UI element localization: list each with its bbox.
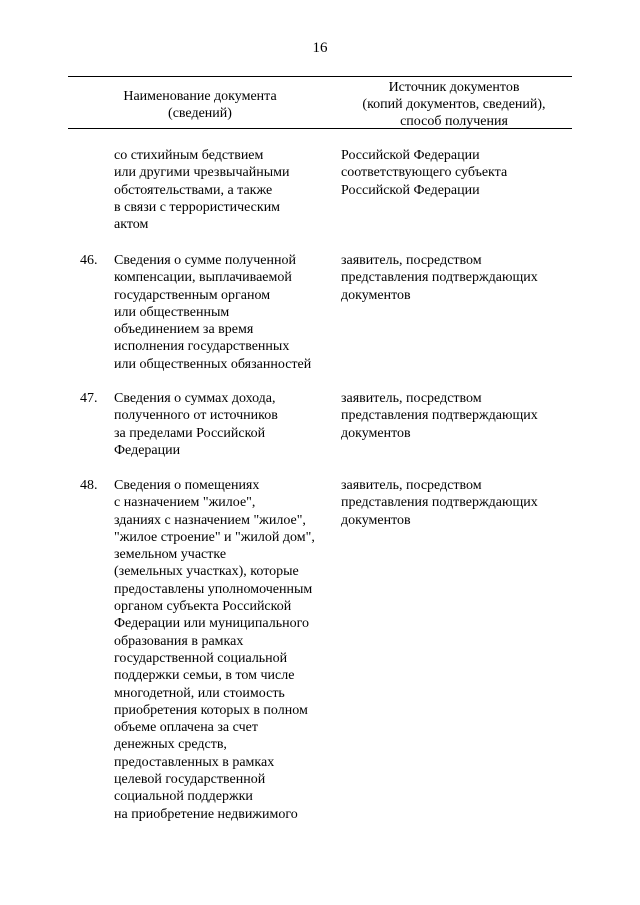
row-46-name: [114, 252, 334, 373]
text-line: земельном участке: [114, 547, 227, 563]
text-line: документов: [341, 287, 411, 303]
table-header-rule: [68, 128, 572, 129]
text-line: образования в рамках: [114, 633, 244, 649]
header-line: способ получения: [400, 114, 508, 129]
text-line: Российской Федерации: [341, 148, 480, 163]
text-line: актом: [114, 217, 149, 233]
text-line: Российской Федерации: [341, 182, 480, 198]
text-line: полученного от источников: [114, 408, 278, 424]
text-line: с назначением "жилое",: [114, 495, 256, 511]
text-line: представления подтверждающих: [341, 408, 538, 424]
text-line: многодетной, или стоимость: [114, 685, 285, 701]
text-line: или общественным: [114, 304, 230, 320]
row-46-number: 46.: [80, 253, 98, 268]
text-line: документов: [341, 425, 411, 441]
text-line: (земельных участках), которые: [114, 564, 299, 580]
text-line: государственным органом: [114, 287, 271, 303]
row-47-source: [341, 390, 572, 442]
text-line: предоставлены уполномоченным: [114, 581, 313, 597]
row-48-source: [341, 477, 572, 529]
page-number: 16: [312, 40, 328, 56]
text-line: органом субъекта Российской: [114, 599, 292, 615]
text-line: приобретения которых в полном: [114, 702, 308, 718]
row-47-name: [114, 390, 334, 459]
text-line: на приобретение недвижимого: [114, 806, 298, 822]
text-line: заявитель, посредством: [341, 478, 482, 493]
text-line: Федерации или муниципального: [114, 616, 310, 632]
text-line: "жилое строение" и "жилой дом",: [114, 529, 315, 545]
text-line: или другими чрезвычайными: [114, 165, 290, 181]
row-continued-source: [341, 147, 572, 199]
row-48-name: [114, 477, 334, 823]
row-48-number: 48.: [80, 478, 98, 493]
text-line: представления подтверждающих: [341, 495, 538, 511]
header-line: (сведений): [168, 106, 232, 121]
text-line: соответствующего субъекта: [341, 165, 508, 181]
table-top-rule: [68, 76, 572, 77]
text-line: компенсации, выплачиваемой: [114, 270, 292, 286]
text-line: объединением за время: [114, 322, 254, 338]
text-line: Сведения о сумме полученной: [114, 253, 296, 268]
text-line: Сведения о помещениях: [114, 478, 260, 493]
text-line: государственной социальной: [114, 650, 288, 666]
text-line: зданиях с назначением "жилое",: [114, 512, 306, 528]
text-line: за пределами Российской: [114, 425, 266, 441]
text-line: Сведения о суммах дохода,: [114, 391, 276, 406]
text-line: заявитель, посредством: [341, 391, 482, 406]
text-line: со стихийным бедствием: [114, 148, 264, 163]
text-line: в связи с террористическим: [114, 199, 281, 215]
header-line: (копий документов, сведений),: [362, 97, 546, 112]
text-line: объеме оплачена за счет: [114, 720, 258, 736]
header-document-source: [336, 79, 572, 130]
text-line: или общественных обязанностей: [114, 356, 312, 372]
text-line: заявитель, посредством: [341, 253, 482, 268]
header-document-name: [90, 88, 310, 122]
row-47-number: 47.: [80, 391, 98, 406]
text-line: представления подтверждающих: [341, 270, 538, 286]
text-line: исполнения государственных: [114, 339, 290, 355]
header-line: Источник документов: [388, 80, 520, 95]
text-line: Федерации: [114, 442, 181, 458]
text-line: документов: [341, 512, 411, 528]
text-line: поддержки семьи, в том числе: [114, 668, 295, 684]
header-line: Наименование документа: [123, 89, 277, 104]
row-46-source: [341, 252, 572, 304]
text-line: социальной поддержки: [114, 789, 253, 805]
text-line: предоставленных в рамках: [114, 754, 275, 770]
text-line: целевой государственной: [114, 772, 266, 788]
text-line: обстоятельствами, а также: [114, 182, 273, 198]
row-continued-name: [114, 147, 334, 233]
text-line: денежных средств,: [114, 737, 227, 753]
